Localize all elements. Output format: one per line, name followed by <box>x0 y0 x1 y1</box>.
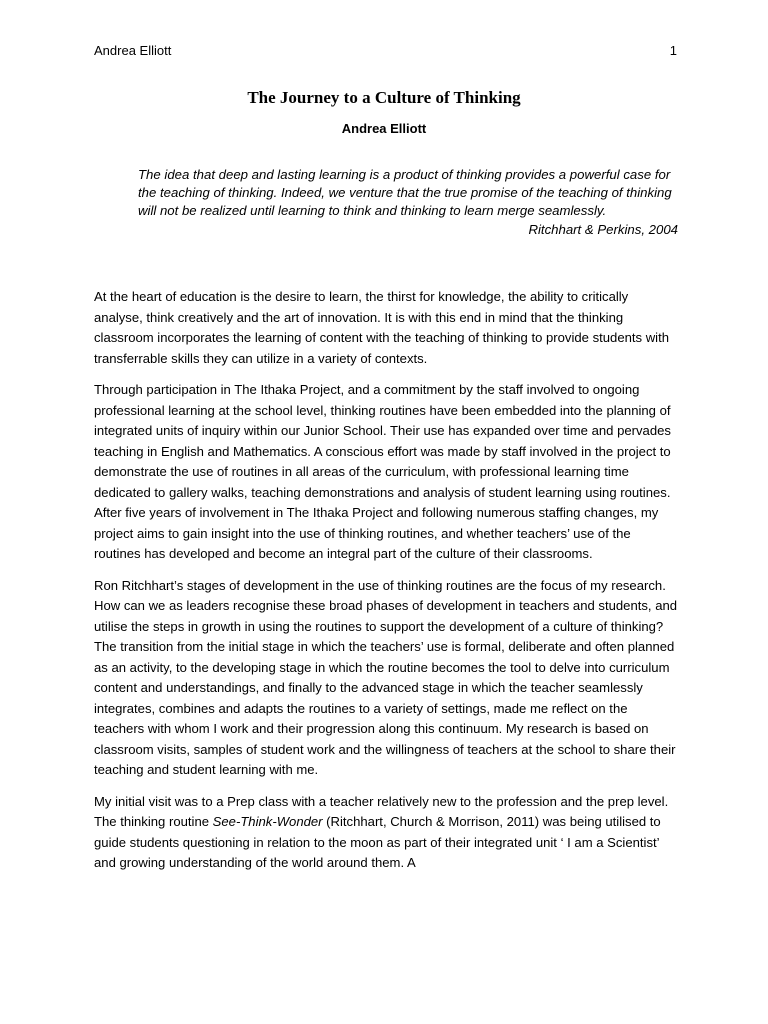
body-text <box>94 287 678 885</box>
epigraph <box>138 166 678 239</box>
running-header <box>94 43 677 59</box>
header-author: Andrea Elliott <box>94 43 172 58</box>
paragraph: Through participation in The Ithaka Project, and a commitment by the staff involved to ongoing professional learning at the school level, thinking routines have been embedded into the planning of integrated units of inquiry within our Junior School. Their use has expanded over time and pervades teaching in English and Mathematics. A conscious effort was made by staff involved in the project to demonstrate the use of routines in all areas of the curriculum, with professional learning time dedicated to gallery walks, teaching demonstrations and analysis of student learning using routines. After five years of involvement in The Ithaka Project and following numerous staffing changes, my project aims to gain insight into the use of thinking routines, and whether teachers’ use of the routines has developed and become an integral part of the culture of their classrooms. <box>94 382 671 561</box>
epigraph-attribution: Ritchhart & Perkins, 2004 <box>528 221 678 237</box>
epigraph-quote: The idea that deep and lasting learning is a product of thinking provides a powerful case for the teaching of thinking. Indeed, we venture that the true promise of the teaching of thinking will not be realized until learning to think and thinking to learn merge seamlessly. <box>138 167 672 219</box>
paragraph: At the heart of education is the desire to learn, the thirst for knowledge, the ability to critically analyse, think creatively and the art of innovation. It is with this end in mind that the thinking classroom incorporates the learning of content with the teaching of thinking to provide students with transferrable skills they can utilize in a variety of contexts. <box>94 289 669 366</box>
paragraph: Ron Ritchhart’s stages of development in the use of thinking routines are the focus of my research. How can we as leaders recognise these broad phases of development in teachers and students, and utilise the steps in growth in using the routines to support the development of a culture of thinking? The transition from the initial stage in which the teachers’ use is formal, deliberate and often planned as an activity, to the developing stage in which the routine becomes the tool to delve into curriculum content and understandings, and finally to the advanced stage in which the teacher seamlessly integrates, combines and adapts the routines to a variety of settings, made me reflect on the teachers with whom I work and their progression along this continuum. My research is based on classroom visits, samples of student work and the willingness of teachers at the school to share their teaching and student learning with me. <box>94 577 678 777</box>
paragraph <box>94 792 678 874</box>
paragraph-text: My initial visit was to a Prep class with a teacher relatively new to the profession and the prep level. The thinking routine <box>94 793 669 829</box>
page-number: 1 <box>669 43 677 58</box>
routine-name: See-Think-Wonder <box>212 814 323 829</box>
document-title: The Journey to a Culture of Thinking <box>247 88 521 107</box>
paragraph-text: (Ritchhart, Church & Morrison, 2011) was being utilised to guide students questioning in relation to the moon as part of their integrated unit ‘ I am a Scientist’ and growing understanding of the world around them. A <box>94 814 661 870</box>
document-author: Andrea Elliott <box>341 121 427 136</box>
